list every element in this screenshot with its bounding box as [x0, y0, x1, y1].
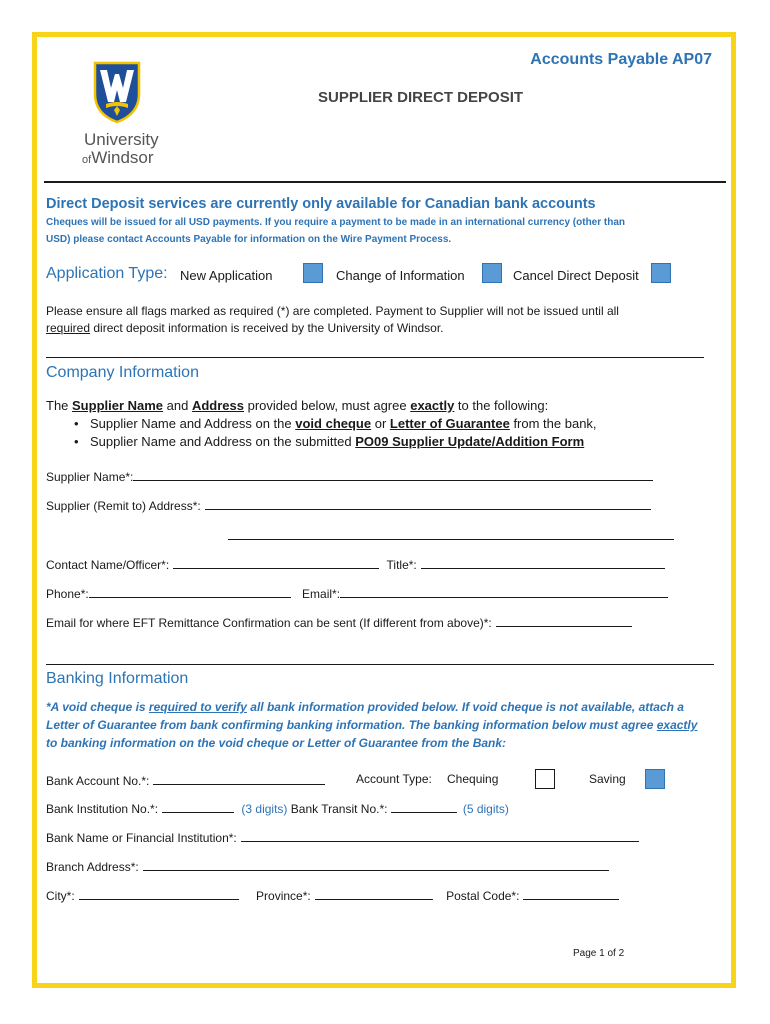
- bullet1-text-3: from the bank,: [509, 416, 597, 431]
- intro-exactly: exactly: [410, 398, 455, 413]
- supplier-address-field[interactable]: [205, 497, 651, 510]
- page-title: SUPPLIER DIRECT DEPOSIT: [318, 89, 524, 106]
- header-divider: [44, 181, 726, 183]
- transit-label: Bank Transit No.*:: [290, 802, 388, 816]
- option-new-application: New Application: [180, 268, 273, 283]
- bullet2-form: PO09 Supplier Update/Addition Form: [355, 434, 585, 449]
- bullet1-letter: Letter of Guarantee: [389, 416, 510, 431]
- option-cancel-direct-deposit: Cancel Direct Deposit: [513, 268, 639, 283]
- contact-label: Contact Name/Officer*:: [46, 558, 170, 572]
- postal-label: Postal Code*:: [446, 889, 520, 903]
- city-field[interactable]: [79, 887, 239, 900]
- chequing-label: Chequing: [447, 772, 499, 786]
- supplier-name-field[interactable]: [133, 468, 653, 481]
- section-divider-1: [46, 357, 704, 358]
- company-intro: [46, 398, 548, 413]
- bullet1-text-2: or: [371, 416, 390, 431]
- contact-row: [46, 556, 665, 572]
- intro-supplier-name: Supplier Name: [72, 398, 164, 413]
- bank-name-label: Bank Name or Financial Institution*:: [46, 831, 237, 845]
- branch-field[interactable]: [143, 858, 609, 871]
- supplier-address-row: [46, 497, 651, 513]
- supplier-address-row-2: [228, 527, 674, 543]
- banking-note-text-3: Letter of Guarantee from bank confirming banking information. The banking information below must agree: [46, 718, 657, 732]
- banking-note-required: required to verify: [148, 700, 247, 714]
- transit-hint: (5 digits): [462, 802, 509, 816]
- required-emphasis: required: [46, 321, 91, 335]
- branch-label: Branch Address*:: [46, 860, 139, 874]
- intro-address: Address: [191, 398, 244, 413]
- form-code: Accounts Payable AP07: [530, 51, 712, 68]
- bank-name-row: [46, 829, 639, 845]
- phone-label: Phone*:: [46, 587, 89, 601]
- shield-crest-icon: [92, 60, 142, 124]
- application-type-label: Application Type:: [46, 265, 168, 282]
- banking-note-text-1: *A void cheque is: [46, 700, 149, 714]
- bullet1-void-cheque: void cheque: [295, 416, 372, 431]
- account-no-row: [46, 772, 325, 788]
- supplier-name-row: [46, 468, 653, 484]
- banking-note-exactly: exactly: [656, 718, 698, 732]
- phone-email-row: [46, 585, 668, 601]
- banking-note-line1: [46, 700, 684, 714]
- account-no-label: Bank Account No.*:: [46, 774, 150, 788]
- notice-headline: Direct Deposit services are currently only available for Canadian bank accounts: [46, 196, 596, 212]
- page-number: Page 1 of 2: [573, 948, 625, 959]
- title-field[interactable]: [421, 556, 665, 569]
- contact-field[interactable]: [173, 556, 379, 569]
- bullet1-text-1: Supplier Name and Address on the: [90, 416, 296, 431]
- logo-windsor-name: Windsor: [91, 148, 154, 167]
- eft-email-row: [46, 614, 632, 630]
- logo-of: of: [82, 154, 92, 166]
- change-information-checkbox[interactable]: [482, 263, 502, 283]
- institution-hint: (3 digits): [241, 802, 288, 816]
- banking-note-text-2: all bank information provided below. If void cheque is not available, attach a: [246, 700, 684, 714]
- eft-email-label: Email for where EFT Remittance Confirmation can be sent (If different from above)*:: [46, 616, 492, 630]
- phone-field[interactable]: [89, 585, 291, 598]
- branch-row: [46, 858, 609, 874]
- bullet2-text-1: Supplier Name and Address on the submitted: [90, 434, 356, 449]
- list-item: [70, 433, 597, 451]
- saving-checkbox[interactable]: [645, 769, 665, 789]
- banking-note-line3: to banking information on the void cheque or Letter of Guarantee from the Bank:: [46, 736, 507, 750]
- banking-note-line2: [46, 718, 697, 732]
- postal-field[interactable]: [523, 887, 619, 900]
- section-divider-2: [46, 664, 714, 665]
- flags-note-line2: [46, 321, 444, 335]
- supplier-name-label: Supplier Name*:: [46, 470, 134, 484]
- email-field[interactable]: [340, 585, 668, 598]
- institution-field[interactable]: [162, 800, 234, 813]
- logo-university: University: [84, 130, 159, 149]
- institution-label: Bank Institution No.*:: [46, 802, 159, 816]
- title-label: Title*:: [386, 558, 417, 572]
- logo-windsor: [82, 148, 154, 168]
- option-change-information: Change of Information: [336, 268, 465, 283]
- supplier-address-label: Supplier (Remit to) Address*:: [46, 499, 201, 513]
- notice-line2: USD) please contact Accounts Payable for information on the Wire Payment Process.: [46, 234, 452, 245]
- intro-text-4: to the following:: [454, 398, 549, 413]
- university-logo: [80, 60, 160, 170]
- banking-heading: Banking Information: [46, 670, 189, 687]
- chequing-checkbox[interactable]: [535, 769, 555, 789]
- bank-name-field[interactable]: [241, 829, 639, 842]
- cancel-direct-deposit-checkbox[interactable]: [651, 263, 671, 283]
- eft-email-field[interactable]: [496, 614, 632, 627]
- flags-note-line1: Please ensure all flags marked as required (*) are completed. Payment to Supplier will not be issued until all: [46, 304, 619, 318]
- city-label: City*:: [46, 889, 75, 903]
- new-application-checkbox[interactable]: [303, 263, 323, 283]
- email-label: Email*:: [302, 587, 341, 601]
- institution-transit-row: [46, 800, 509, 816]
- account-type-label: Account Type:: [356, 772, 432, 786]
- city-province-postal-row: [46, 887, 619, 903]
- flags-note-line2-rest: direct deposit information is received by the University of Windsor.: [90, 321, 444, 335]
- intro-text-1: The: [46, 398, 73, 413]
- province-field[interactable]: [315, 887, 433, 900]
- transit-field[interactable]: [391, 800, 457, 813]
- saving-label: Saving: [589, 772, 626, 786]
- company-heading: Company Information: [46, 364, 199, 381]
- account-no-field[interactable]: [153, 772, 325, 785]
- supplier-address-field-2[interactable]: [228, 527, 674, 540]
- province-label: Province*:: [256, 889, 311, 903]
- intro-text-3: provided below, must agree: [244, 398, 411, 413]
- list-item: [70, 415, 597, 433]
- notice-line1: Cheques will be issued for all USD payments. If you require a payment to be made in an international currency (other than: [46, 217, 626, 228]
- company-requirements-list: [70, 415, 597, 451]
- intro-text-2: and: [163, 398, 192, 413]
